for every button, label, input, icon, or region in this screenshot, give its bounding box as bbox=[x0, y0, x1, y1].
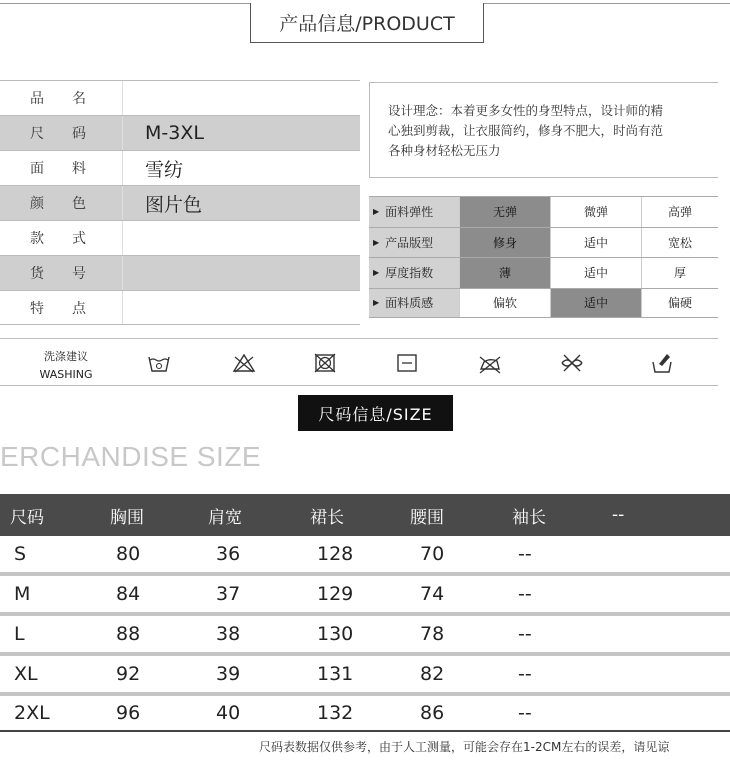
feature-label bbox=[369, 289, 459, 318]
size-label: 2XL bbox=[14, 702, 50, 724]
info-value: 雪纺 bbox=[122, 151, 360, 185]
info-value bbox=[122, 291, 360, 324]
feature-label bbox=[369, 228, 459, 258]
size-value: 129 bbox=[317, 583, 354, 605]
info-row-fabric bbox=[0, 150, 360, 185]
size-value: 37 bbox=[216, 583, 241, 605]
hand-wash-icon bbox=[147, 352, 171, 374]
info-row-size bbox=[0, 115, 360, 150]
size-value: 128 bbox=[317, 543, 354, 565]
washing-label-zh: 洗涤建议 bbox=[44, 350, 88, 363]
size-value: -- bbox=[518, 663, 532, 685]
washing-section bbox=[0, 338, 718, 386]
size-header-cell: 肩宽 bbox=[208, 507, 242, 528]
concept-line: 心独到剪裁，让衣服简约，修身不肥大，时尚有范 bbox=[388, 123, 664, 138]
size-value: -- bbox=[518, 583, 532, 605]
size-value: 39 bbox=[216, 663, 241, 685]
size-note: 尺码表数据仅供参考，由于人工测量，可能会存在1-2CM左右的误差，请见谅 bbox=[259, 740, 670, 754]
feature-option: 无弹 bbox=[459, 197, 550, 227]
info-key: 款式 bbox=[30, 231, 114, 247]
triangle-bullet-icon: ▶ bbox=[373, 237, 380, 247]
size-value: 96 bbox=[116, 702, 141, 724]
product-info-title: 产品信息/PRODUCT bbox=[250, 3, 484, 43]
size-value: 92 bbox=[116, 663, 141, 685]
merchandise-size-subtitle: ERCHANDISE SIZE bbox=[0, 441, 262, 472]
info-row-style bbox=[0, 220, 360, 255]
size-value: 88 bbox=[116, 623, 141, 645]
size-value: -- bbox=[518, 543, 532, 565]
concept-line: 各种身材轻松无压力 bbox=[388, 143, 501, 158]
size-value: 84 bbox=[116, 583, 141, 605]
size-value: 40 bbox=[216, 702, 241, 724]
info-key: 尺码 bbox=[0, 116, 122, 150]
size-row bbox=[0, 536, 730, 576]
size-value: -- bbox=[518, 623, 532, 645]
feature-row bbox=[369, 227, 718, 258]
no-wring-icon bbox=[560, 352, 584, 374]
info-value bbox=[122, 221, 360, 255]
size-row bbox=[0, 576, 730, 616]
size-value: 70 bbox=[420, 543, 445, 565]
size-row bbox=[0, 616, 730, 656]
info-value: M-3XL bbox=[122, 116, 360, 150]
washing-label bbox=[38, 348, 94, 381]
feature-row bbox=[369, 196, 718, 227]
triangle-bullet-icon: ▶ bbox=[373, 298, 380, 308]
header-rule-left bbox=[0, 3, 250, 4]
feature-label-text: 面料质感 bbox=[385, 296, 434, 311]
no-bleach-icon bbox=[232, 352, 256, 374]
size-table-header bbox=[0, 494, 730, 536]
concept-line: 设计理念：本着更多女性的身型特点，设计师的精 bbox=[388, 103, 664, 118]
size-header-cell: 腰围 bbox=[410, 507, 444, 528]
feature-label bbox=[369, 197, 459, 227]
flat-dry-icon bbox=[395, 352, 419, 374]
info-row-name bbox=[0, 80, 360, 115]
feature-option: 高弹 bbox=[641, 197, 718, 227]
feature-option: 微弹 bbox=[550, 197, 641, 227]
info-key: 颜色 bbox=[0, 186, 122, 220]
size-label: XL bbox=[14, 663, 38, 685]
size-value: 80 bbox=[116, 543, 141, 565]
feature-row bbox=[369, 288, 718, 319]
size-header-cell: 裙长 bbox=[310, 507, 344, 528]
size-header-cell: 胸围 bbox=[110, 507, 144, 528]
feature-option: 厚 bbox=[641, 258, 718, 288]
feature-label bbox=[369, 258, 459, 288]
size-value: 130 bbox=[317, 623, 354, 645]
feature-option: 适中 bbox=[550, 228, 641, 258]
size-value: 78 bbox=[420, 623, 445, 645]
info-key: 面料 bbox=[30, 161, 114, 177]
feature-option: 适中 bbox=[550, 289, 641, 318]
feature-option: 适中 bbox=[550, 258, 641, 288]
info-row-features bbox=[0, 290, 360, 325]
size-row bbox=[0, 696, 730, 732]
triangle-bullet-icon: ▶ bbox=[373, 207, 380, 217]
info-key: 特点 bbox=[30, 300, 114, 317]
size-value: 82 bbox=[420, 663, 445, 685]
size-value: 131 bbox=[317, 663, 354, 685]
feature-row bbox=[369, 257, 718, 288]
feature-option: 偏软 bbox=[459, 289, 550, 318]
feature-label-text: 产品版型 bbox=[385, 235, 434, 250]
size-value: 74 bbox=[420, 583, 445, 605]
triangle-bullet-icon: ▶ bbox=[373, 268, 380, 278]
size-label: M bbox=[14, 583, 31, 605]
size-header-cell: 袖长 bbox=[512, 507, 546, 528]
feature-option: 偏硬 bbox=[641, 289, 718, 318]
info-value: 图片色 bbox=[122, 186, 360, 220]
info-key: 品名 bbox=[30, 91, 114, 107]
size-value: 36 bbox=[216, 543, 241, 565]
size-header-cell: 尺码 bbox=[10, 507, 44, 528]
product-info-table bbox=[0, 80, 360, 325]
info-row-color bbox=[0, 185, 360, 220]
size-header-cell: -- bbox=[612, 505, 625, 525]
info-row-item-no bbox=[0, 255, 360, 290]
design-concept bbox=[369, 82, 718, 178]
no-iron-icon bbox=[478, 352, 502, 374]
header-rule-right bbox=[484, 3, 730, 4]
info-value bbox=[122, 256, 360, 290]
no-tumble-dry-icon bbox=[313, 352, 337, 374]
info-value bbox=[122, 81, 360, 115]
size-row bbox=[0, 656, 730, 696]
feature-grid bbox=[369, 196, 718, 318]
feature-option: 修身 bbox=[459, 228, 550, 258]
size-value: 132 bbox=[317, 702, 354, 724]
size-table bbox=[0, 494, 730, 732]
info-key: 货号 bbox=[0, 256, 122, 290]
dry-clean-icon bbox=[650, 352, 674, 374]
size-label: S bbox=[14, 543, 27, 565]
size-label: L bbox=[14, 623, 25, 645]
size-info-heading: 尺码信息/SIZE bbox=[298, 395, 453, 431]
size-value: -- bbox=[518, 702, 532, 724]
feature-label-text: 厚度指数 bbox=[385, 266, 434, 281]
washing-label-en: WASHING bbox=[39, 368, 93, 381]
size-value: 38 bbox=[216, 623, 241, 645]
feature-option: 宽松 bbox=[641, 228, 718, 258]
feature-label-text: 面料弹性 bbox=[385, 205, 434, 220]
size-value: 86 bbox=[420, 702, 445, 724]
feature-option: 薄 bbox=[459, 258, 550, 288]
